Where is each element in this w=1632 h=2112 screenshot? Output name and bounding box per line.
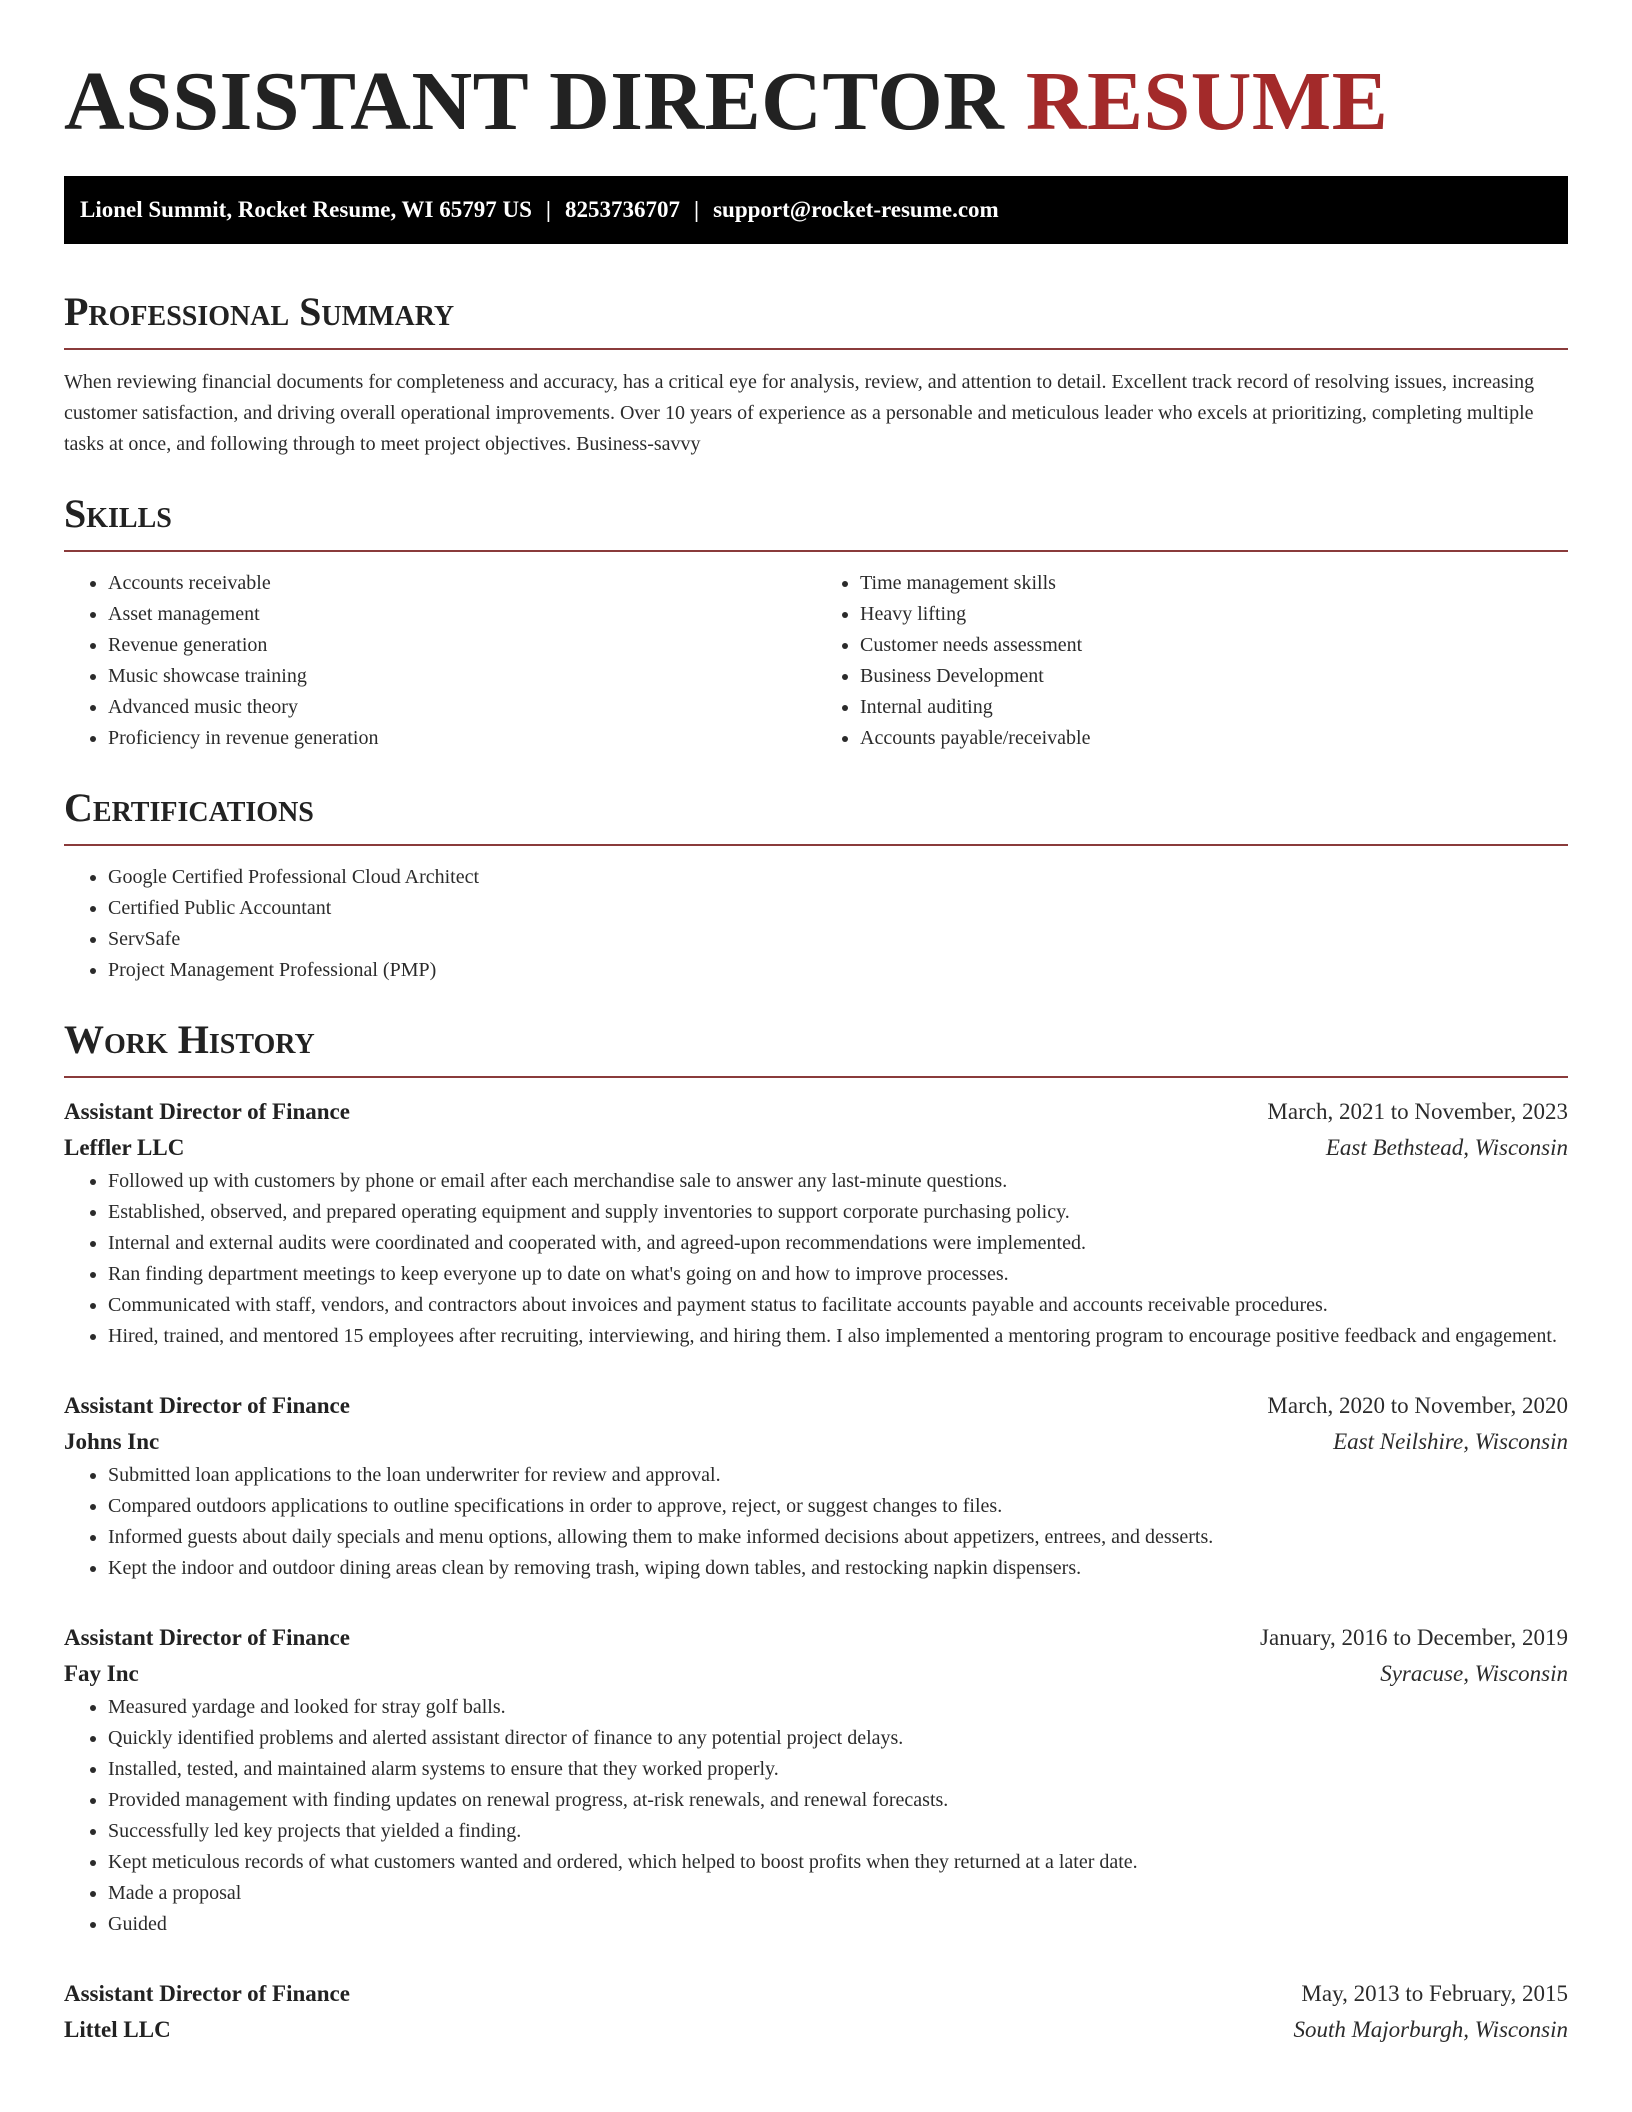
- job-location: East Bethstead, Wisconsin: [1325, 1135, 1568, 1160]
- section-divider: [64, 550, 1568, 552]
- job-company: Johns Inc: [64, 1429, 160, 1454]
- skill-item: • Business Development: [860, 661, 1568, 692]
- resume-page: [64, 0, 1568, 2048]
- skill-item: • Internal auditing: [860, 692, 1568, 723]
- certification-item: • Google Certified Professional Cloud Architect: [108, 862, 1568, 893]
- skill-item: • Time management skills: [860, 568, 1568, 599]
- job-bullet: • Successfully led key projects that yielded a finding.: [108, 1816, 1568, 1847]
- job-bullet: • Internal and external audits were coordinated and cooperated with, and agreed-upon recommendations were implemented.: [108, 1228, 1568, 1259]
- job-location: Syracuse, Wisconsin: [1380, 1661, 1568, 1686]
- skill-item: • Accounts payable/receivable: [860, 723, 1568, 754]
- skill-item: • Customer needs assessment: [860, 630, 1568, 661]
- job-bullets: [64, 1692, 1568, 1940]
- job-company: Littel LLC: [64, 2017, 171, 2042]
- section-divider: [64, 844, 1568, 846]
- job-bullet: • Communicated with staff, vendors, and contractors about invoices and payment status to facilitate accounts payable and accounts receivable procedures.: [108, 1290, 1568, 1321]
- job-entry: [64, 1620, 1568, 1940]
- job-bullets: [64, 1166, 1568, 1352]
- job-company: Leffler LLC: [64, 1135, 185, 1160]
- job-bullet: • Installed, tested, and maintained alarm systems to ensure that they worked properly.: [108, 1754, 1568, 1785]
- skill-item: • Accounts receivable: [108, 568, 816, 599]
- job-bullet: • Submitted loan applications to the loan underwriter for review and approval.: [108, 1460, 1568, 1491]
- certification-item: • ServSafe: [108, 924, 1568, 955]
- section-divider: [64, 1076, 1568, 1078]
- job-bullet: • Hired, trained, and mentored 15 employees after recruiting, interviewing, and hiring them. I also implemented a mentoring program to encourage positive feedback and engagement.: [108, 1321, 1568, 1352]
- job-bullet: • Followed up with customers by phone or email after each merchandise sale to answer any last-minute questions.: [108, 1166, 1568, 1197]
- certifications-heading: Certifications: [64, 785, 314, 830]
- job-entry: [64, 1094, 1568, 1352]
- work-history-heading: Work History: [64, 1017, 315, 1062]
- contact-address: Lionel Summit, Rocket Resume, WI 65797 US: [80, 197, 532, 222]
- job-dates: January, 2016 to December, 2019: [1260, 1625, 1568, 1650]
- summary-section: [64, 288, 1568, 460]
- job-entry: [64, 1976, 1568, 2048]
- contact-separator: |: [694, 197, 700, 222]
- job-bullet: • Informed guests about daily specials and menu options, allowing them to make informed decisions about appetizers, entrees, and desserts.: [108, 1522, 1568, 1553]
- job-bullet: • Quickly identified problems and alerted assistant director of finance to any potential project delays.: [108, 1723, 1568, 1754]
- job-bullet: • Guided: [108, 1909, 1568, 1940]
- skill-item: • Advanced music theory: [108, 692, 816, 723]
- job-title: Assistant Director of Finance: [64, 1099, 350, 1124]
- job-bullet: • Provided management with finding updates on renewal progress, at-risk renewals, and renewal forecasts.: [108, 1785, 1568, 1816]
- job-entry: [64, 1388, 1568, 1584]
- job-bullet: • Measured yardage and looked for stray golf balls.: [108, 1692, 1568, 1723]
- skills-section: [64, 490, 1568, 754]
- job-bullets: [64, 1460, 1568, 1584]
- job-bullet: • Compared outdoors applications to outline specifications in order to approve, reject, or suggest changes to files.: [108, 1491, 1568, 1522]
- job-bullet: • Ran finding department meetings to keep everyone up to date on what's going on and how to improve processes.: [108, 1259, 1568, 1290]
- skills-list-right: [816, 568, 1568, 754]
- job-company: Fay Inc: [64, 1661, 139, 1686]
- certifications-list: [64, 862, 1568, 986]
- skill-item: • Revenue generation: [108, 630, 816, 661]
- skills-heading: Skills: [64, 491, 172, 536]
- job-bullet: • Kept meticulous records of what customers wanted and ordered, which helped to boost profits when they returned at a later date.: [108, 1847, 1568, 1878]
- skill-item: • Heavy lifting: [860, 599, 1568, 630]
- certification-item: • Project Management Professional (PMP): [108, 955, 1568, 986]
- job-dates: March, 2021 to November, 2023: [1267, 1099, 1568, 1124]
- job-location: South Majorburgh, Wisconsin: [1293, 2017, 1568, 2042]
- contact-email: support@rocket-resume.com: [713, 197, 999, 222]
- title-main: ASSISTANT DIRECTOR: [64, 55, 1005, 148]
- job-bullet: • Made a proposal: [108, 1878, 1568, 1909]
- job-dates: March, 2020 to November, 2020: [1267, 1393, 1568, 1418]
- contact-bar: [64, 176, 1568, 244]
- job-title: Assistant Director of Finance: [64, 1625, 350, 1650]
- job-dates: May, 2013 to February, 2015: [1301, 1981, 1568, 2006]
- work-history-section: [64, 1016, 1568, 2048]
- job-location: East Neilshire, Wisconsin: [1333, 1429, 1568, 1454]
- skills-list-left: [64, 568, 816, 754]
- job-bullet: • Established, observed, and prepared operating equipment and supply inventories to support corporate purchasing policy.: [108, 1197, 1568, 1228]
- job-title: Assistant Director of Finance: [64, 1981, 350, 2006]
- skill-item: • Music showcase training: [108, 661, 816, 692]
- contact-phone: 8253736707: [565, 197, 680, 222]
- summary-heading: Professional Summary: [64, 289, 455, 334]
- summary-text: When reviewing financial documents for completeness and accuracy, has a critical eye for analysis, review, and attention to detail. Excellent track record of resolving issues, increasing customer satisfaction, and driving overall operational improvements. Over 10 years of experience as a personable and meticulous leader who excels at prioritizing, completing multiple tasks at once, and following through to meet project objectives. Business-savvy: [64, 371, 1535, 455]
- job-bullet: • Kept the indoor and outdoor dining areas clean by removing trash, wiping down tables, and restocking napkin dispensers.: [108, 1553, 1568, 1584]
- skills-columns: [64, 568, 1568, 754]
- contact-separator: |: [545, 197, 551, 222]
- title-accent: RESUME: [1025, 55, 1389, 148]
- job-title: Assistant Director of Finance: [64, 1393, 350, 1418]
- certification-item: • Certified Public Accountant: [108, 893, 1568, 924]
- skill-item: • Asset management: [108, 599, 816, 630]
- section-divider: [64, 348, 1568, 350]
- skill-item: • Proficiency in revenue generation: [108, 723, 816, 754]
- certifications-section: [64, 784, 1568, 986]
- resume-title: [64, 52, 1568, 152]
